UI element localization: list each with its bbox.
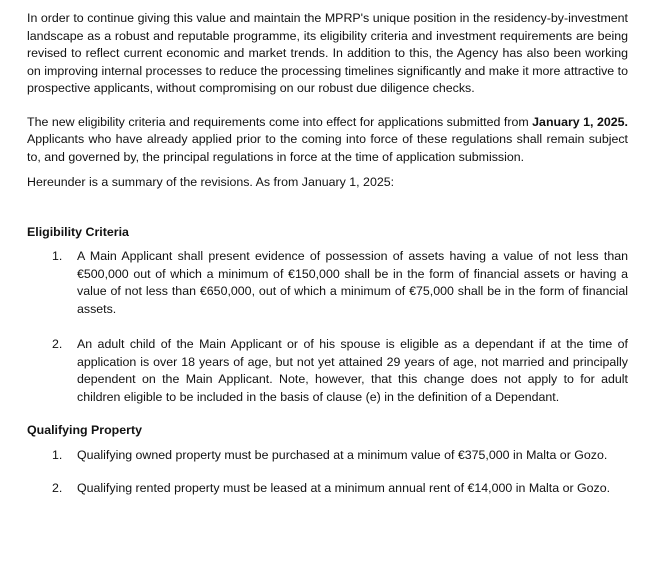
list-item-text: Qualifying rented property must be leased at a minimum annual rent of €14,000 in Malta or Gozo.	[77, 481, 611, 495]
list-item-text: A Main Applicant shall present evidence of possession of assets having a value of not less than €500,000 out of which a minimum of €150,000 shall be in the form of financial assets or having a value of not less than €650,000, out of which a minimum of €75,000 shall be in the form of financial assets.	[77, 249, 628, 316]
list-item-text: An adult child of the Main Applicant or of his spouse is eligible as a dependant if at the time of application is over 18 years of age, but not yet attained 29 years of age, not married and principally dependent on the Main Applicant. Note, however, that this change does not apply to for adult children eligible to be included in the basis of clause (e) in the definition of a Dependant.	[77, 337, 628, 404]
list-item	[27, 480, 628, 498]
list-item-number: 2.	[52, 337, 63, 351]
intro-paragraph-2-start: The new eligibility criteria and requirements come into effect for applications submitted from	[27, 114, 533, 129]
eligibility-list	[27, 248, 628, 406]
property-list	[27, 447, 628, 498]
eligibility-heading: Eligibility Criteria	[27, 224, 129, 239]
list-spacer	[27, 464, 628, 480]
intro-paragraph-1: In order to continue giving this value and maintain the MPRP's unique position in the residency-by-investment landscape as a robust and reputable programme, its eligibility criteria and investment requirements are being revised to reflect current economic and market trends. In addition to this, the Agency has also been working on improving internal processes to reduce the processing timelines significantly and make it more attractive to prospective applicants, without compromising on our robust due diligence checks.	[27, 11, 628, 95]
property-heading: Qualifying Property	[27, 423, 142, 437]
list-item-number: 1.	[52, 447, 63, 462]
list-item-text: Qualifying owned property must be purchased at a minimum value of €375,000 in Malta or Gozo.	[77, 447, 608, 462]
list-item	[27, 336, 628, 406]
list-item-number: 2.	[52, 481, 63, 495]
list-item	[27, 447, 628, 465]
intro-paragraph-2	[27, 114, 628, 167]
intro-paragraph-3: Hereunder is a summary of the revisions. As from January 1, 2025:	[27, 175, 395, 189]
list-item	[27, 248, 628, 318]
effective-date: January 1, 2025.	[532, 114, 628, 129]
list-spacer	[27, 318, 628, 336]
list-item-number: 1.	[52, 249, 63, 263]
intro-paragraph-2-end: Applicants who have already applied prior to the coming into force of these regulations shall remain subject to, and governed by, the principal regulations in force at the time of application submission.	[27, 132, 628, 164]
